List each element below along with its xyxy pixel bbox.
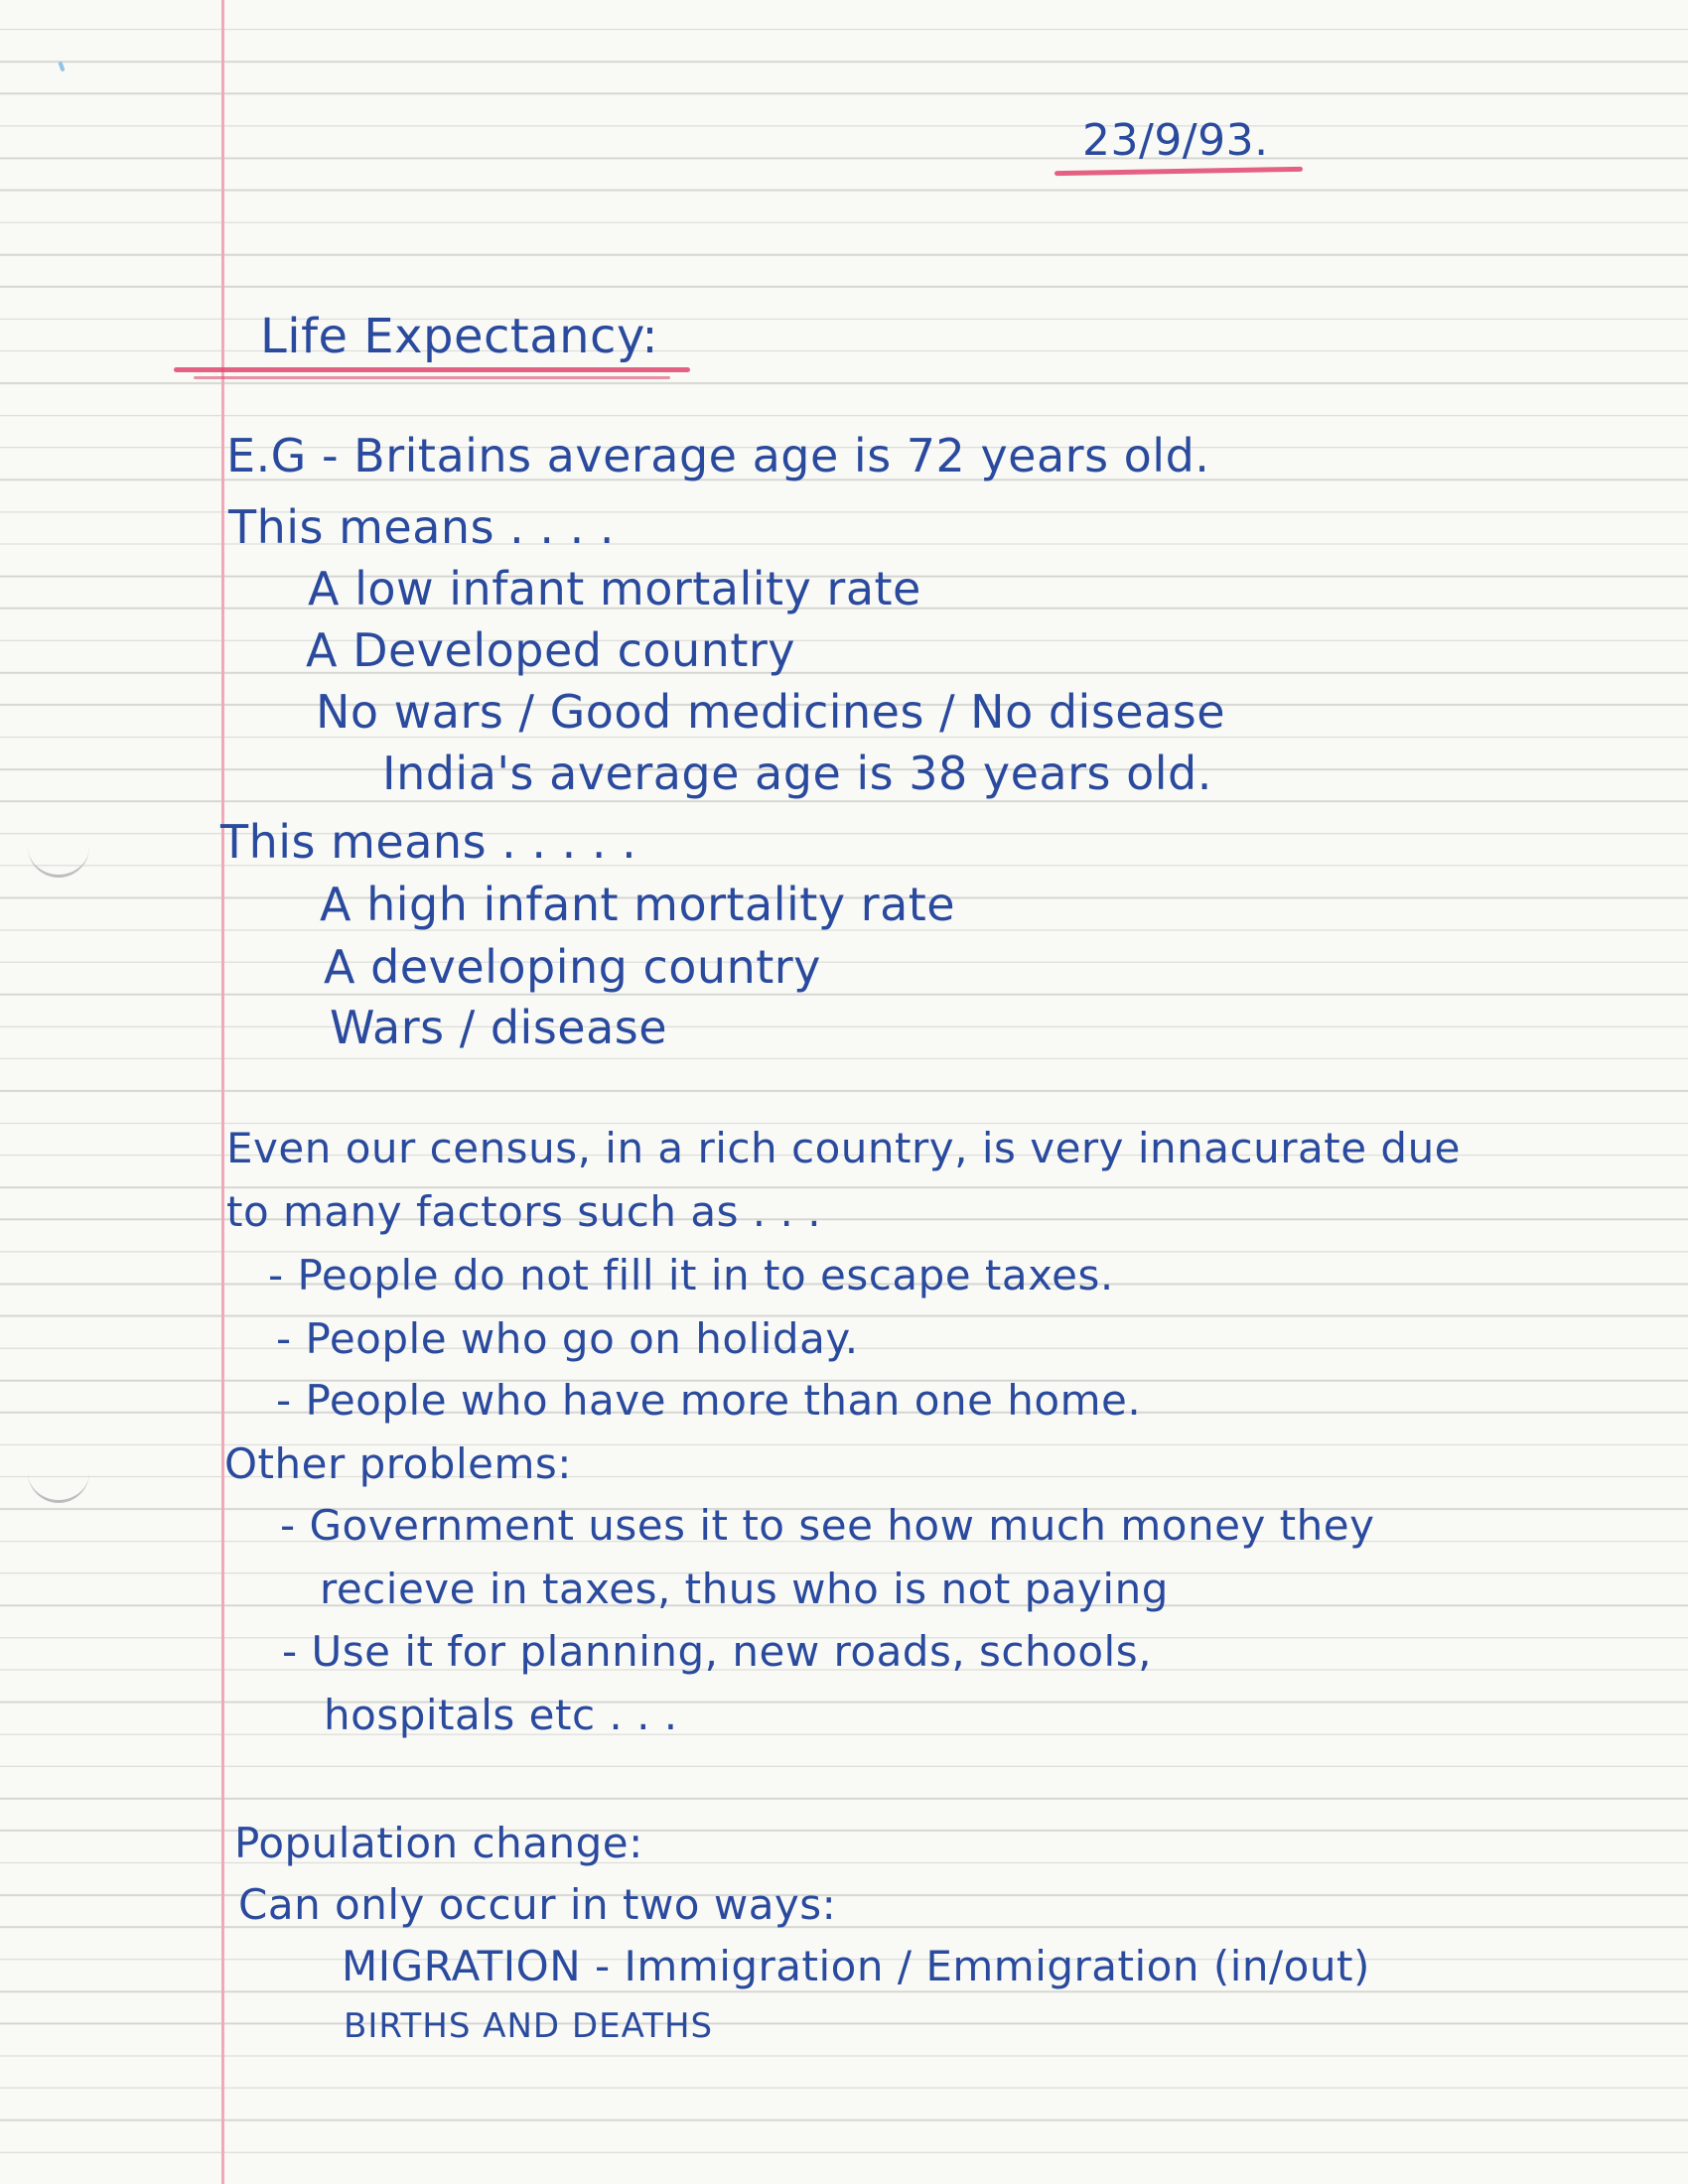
ink-speck — [58, 62, 65, 72]
census-line-1: Even our census, in a rich country, is very innacurate due — [226, 1124, 1462, 1172]
this-means-line-2: This means . . . . . — [220, 815, 637, 869]
date-text: 23/9/93. — [1082, 115, 1269, 166]
escape-taxes-item: - People do not fill it in to escape taxes. — [268, 1251, 1114, 1299]
high-infant-mortality-line: A high infant mortality rate — [320, 878, 956, 931]
developing-country-line: A developing country — [324, 940, 821, 994]
britain-line: E.G - Britains average age is 72 years old. — [226, 429, 1210, 482]
life-expectancy-heading: Life Expectancy: — [260, 309, 659, 364]
developed-country-line: A Developed country — [306, 623, 795, 677]
planning-line-1: - Use it for planning, new roads, schools, — [282, 1627, 1152, 1676]
wars-disease-line: Wars / disease — [330, 1001, 668, 1054]
census-line-2: to many factors such as . . . — [226, 1187, 822, 1236]
date-underline — [1055, 167, 1303, 176]
population-change-heading: Population change: — [234, 1819, 643, 1867]
india-line: India's average age is 38 years old. — [382, 747, 1212, 800]
low-infant-mortality-line: A low infant mortality rate — [308, 562, 921, 615]
other-problems-heading: Other problems: — [224, 1439, 572, 1488]
heading-underline-2 — [194, 376, 670, 379]
government-line-1: - Government uses it to see how much money they — [280, 1501, 1375, 1550]
no-wars-line: No wars / Good medicines / No disease — [316, 685, 1226, 739]
heading-underline — [174, 367, 690, 372]
migration-line: MIGRATION - Immigration / Emmigration (in/out) — [342, 1942, 1370, 1990]
government-line-2: recieve in taxes, thus who is not paying — [320, 1565, 1169, 1613]
punch-hole-lower — [28, 1454, 89, 1503]
planning-line-2: hospitals etc . . . — [324, 1691, 678, 1739]
punch-hole-upper — [28, 829, 89, 878]
two-ways-line: Can only occur in two ways: — [238, 1880, 837, 1929]
more-than-one-home-item: - People who have more than one home. — [276, 1376, 1142, 1425]
holiday-item: - People who go on holiday. — [276, 1314, 859, 1363]
margin-line — [221, 0, 224, 2184]
births-deaths-line: BIRTHS AND DEATHS — [344, 2006, 714, 2046]
this-means-line-1: This means . . . . — [228, 500, 616, 554]
